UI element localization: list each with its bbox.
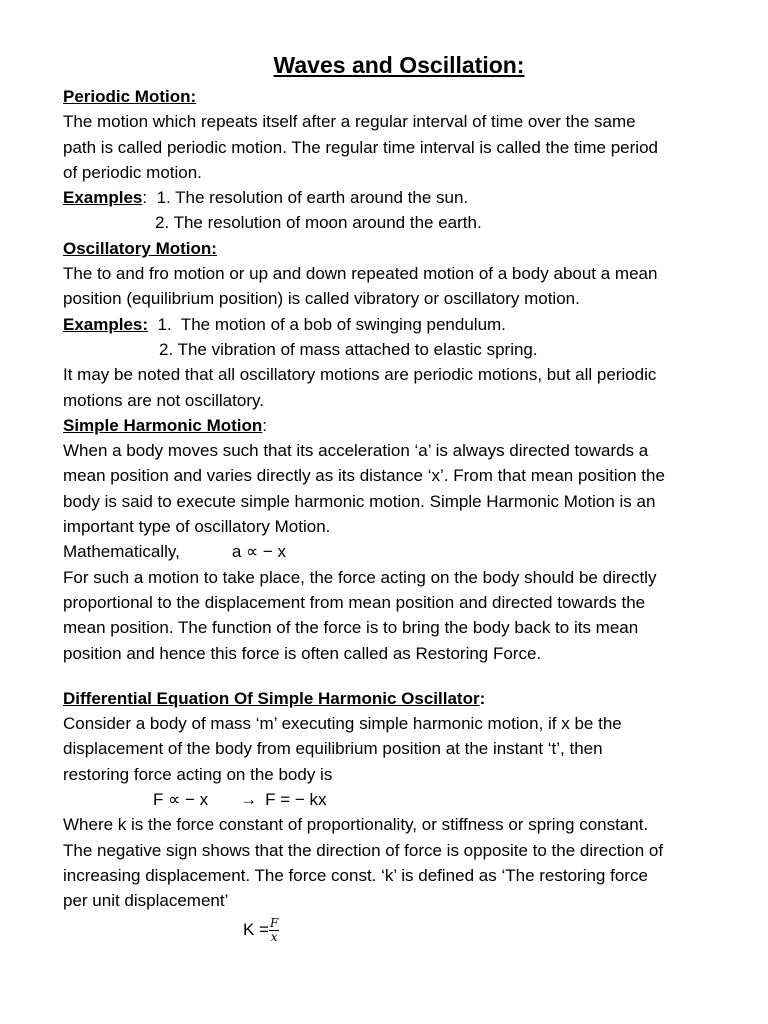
differential-heading-line [63,686,735,711]
paragraph-line: of periodic motion. [63,162,202,182]
hookes-law-equation: F = − kx [265,790,327,810]
example-item: 2. The resolution of moon around the earth. [155,213,482,233]
differential-heading: Differential Equation Of Simple Harmonic Oscillator [63,688,480,708]
force-equation-line [63,787,735,812]
page-title: Waves and Oscillation: [273,52,525,78]
oscillatory-motion-heading: Oscillatory Motion: [63,238,217,258]
example-item: 1. The resolution of earth around the sun. [147,188,469,208]
paragraph-line: For such a motion to take place, the force acting on the body should be directly [63,567,657,587]
paragraph-line: Consider a body of mass ‘m’ executing simple harmonic motion, if x be the [63,714,622,734]
heading-colon: : [479,688,486,708]
math-label: Mathematically, [63,542,180,562]
paragraph-line: per unit displacement’ [63,891,229,911]
examples-colon: : [142,188,148,208]
paragraph-line: position and hence this force is often called as Restoring Force. [63,643,542,663]
arrow-icon: → [240,790,258,810]
examples-label: Examples [63,188,143,208]
paragraph-line: body is said to execute simple harmonic motion. Simple Harmonic Motion is an [63,491,656,511]
paragraph-line: position (equilibrium position) is called vibratory or oscillatory motion. [63,289,580,309]
k-fraction [269,917,279,944]
examples-line [63,185,735,210]
paragraph-line: It may be noted that all oscillatory motions are periodic motions, but all periodic [63,365,657,385]
fraction-denominator: x [270,929,278,944]
k-label: K = [243,919,269,939]
paragraph-line: When a body moves such that its acceleration ‘a’ is always directed towards a [63,441,649,461]
heading-colon: : [262,415,268,435]
paragraph-line: restoring force acting on the body is [63,764,333,784]
paragraph-line: path is called periodic motion. The regular time interval is called the time period [63,137,658,157]
shm-heading: Simple Harmonic Motion [63,415,263,435]
paragraph-line: proportional to the displacement from mean position and directed towards the [63,592,646,612]
paragraph-line: The to and fro motion or up and down repeated motion of a body about a mean [63,264,658,284]
paragraph-line: The motion which repeats itself after a regular interval of time over the same [63,112,636,132]
paragraph-line: motions are not oscillatory. [63,390,264,410]
paragraph-line: displacement of the body from equilibrium position at the instant ‘t’, then [63,739,603,759]
shm-heading-line [63,413,735,438]
examples-label: Examples: [63,314,149,334]
paragraph-line: increasing displacement. The force const. ‘k’ is defined as ‘The restoring force [63,865,648,885]
periodic-motion-heading: Periodic Motion: [63,87,197,106]
force-proportionality: F ∝ − x [153,790,209,810]
paragraph-line: Where k is the force constant of proportionality, or stiffness or spring constant. [63,815,649,835]
proportionality-equation: a ∝ − x [231,542,287,562]
example-item: 1. The motion of a bob of swinging pendulum. [148,314,506,334]
paragraph-line: important type of oscillatory Motion. [63,517,331,537]
example-item: 2. The vibration of mass attached to elastic spring. [159,339,538,359]
document-page [63,50,735,946]
paragraph-line: mean position. The function of the force is to bring the body back to its mean [63,618,639,638]
examples-line [63,312,735,337]
fraction-numerator: F [270,915,279,930]
math-line [63,539,735,564]
paragraph-line: mean position and varies directly as its distance ‘x’. From that mean position the [63,466,665,486]
paragraph-line: The negative sign shows that the direction of force is opposite to the direction of [63,840,664,860]
k-equation [63,914,735,946]
